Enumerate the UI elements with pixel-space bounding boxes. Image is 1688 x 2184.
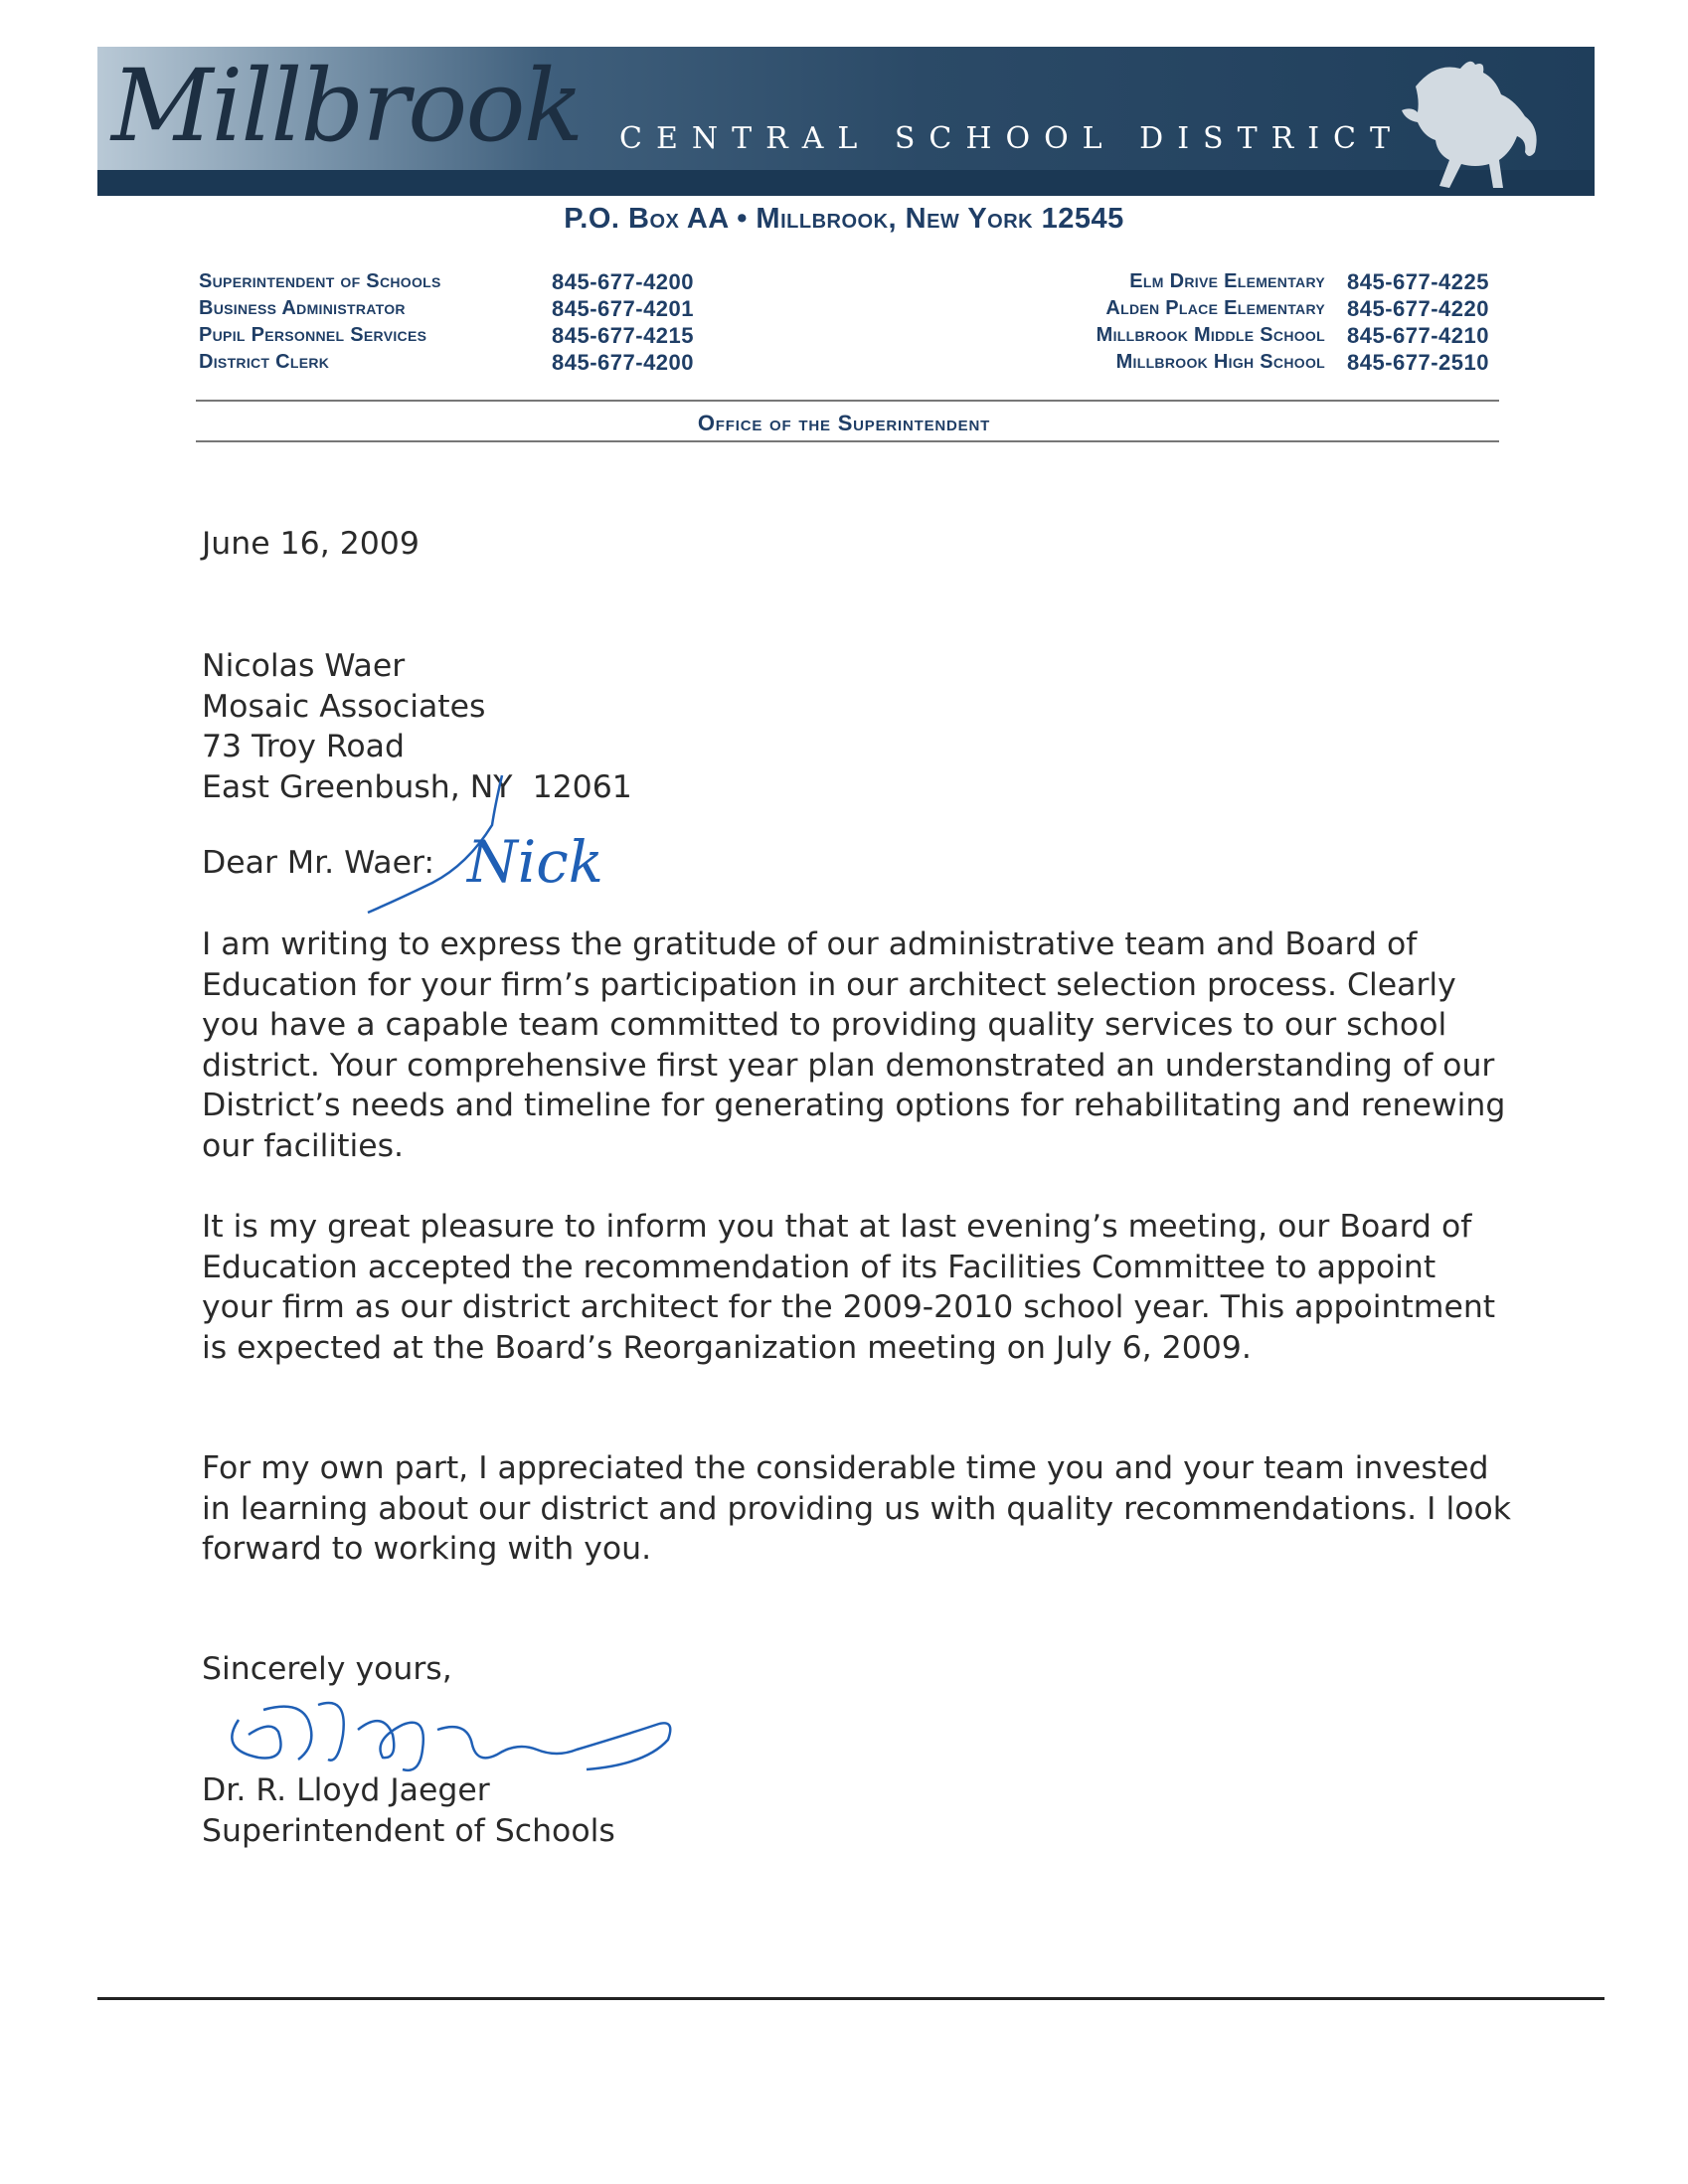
contact-phone: 845-677-4200 [552,349,695,375]
footer-rule [97,1997,1604,2000]
contact-label: Business Administrator [199,297,406,319]
logo-script: Millbrook [111,48,583,164]
district-address: P.O. Box AA • Millbrook, New York 12545 [564,203,1124,235]
contact-row [199,349,694,376]
contact-row [199,295,694,322]
contact-label: Pupil Personnel Services [199,324,427,346]
contact-row [952,268,1489,295]
contact-label: Superintendent of Schools [199,270,441,292]
contact-label: District Clerk [199,351,330,373]
salutation: Dear Mr. Waer: [202,845,434,881]
contact-phone: 845-677-4200 [552,268,695,294]
letter-paragraph: It is my great pleasure to inform you that at last evening’s meeting, our Board of Education accepted the recommendation of its Facilities Committee to appoint your firm as our district architect for the 2009-2010 school year. This appointment is expected at the Board’s Reorganization meeting on July 6, 2009. [202,1209,1496,1366]
letter-paragraph: I am writing to express the gratitude of our administrative team and Board of Education for your firm’s participation in our architect selection process. Clearly you have a capable team committed to providing quality services to our school district. Your comprehensive first year plan demonstrated an understanding of our District’s needs and timeline for generating options for rehabilitating and renewing our facilities. [202,926,1506,1164]
horse-logo-icon [1376,57,1555,196]
signer-title: Superintendent of Schools [202,1812,615,1849]
signer-block [202,1770,1514,1851]
closing: Sincerely yours, [202,1651,452,1687]
divider-top [196,400,1499,402]
contact-row [199,268,694,295]
banner-strip [97,170,1595,196]
recipient-name: Nicolas Waer [202,648,406,684]
signer-name: Dr. R. Lloyd Jaeger [202,1772,490,1808]
contact-row [952,295,1489,322]
contact-label: Elm Drive Elementary [1129,270,1325,292]
contact-row [199,322,694,349]
contacts-right [952,268,1489,376]
recipient-city: East Greenbush, NY 12061 [202,768,632,805]
contact-phone: 845-677-4225 [1346,268,1489,294]
contact-label: Millbrook High School [1115,351,1325,373]
contact-phone: 845-677-4220 [1346,295,1489,321]
letter-date: June 16, 2009 [202,526,420,562]
contact-phone: 845-677-2510 [1346,349,1489,375]
contact-label: Alden Place Elementary [1105,297,1325,319]
letterhead-banner [97,47,1595,196]
letter-paragraph: For my own part, I appreciated the considerable time you and your team invested in learning about our district and providing us with quality recommendations. I look forward to working with you. [202,1450,1512,1567]
office-title: Office of the Superintendent [697,411,991,435]
contact-label: Millbrook Middle School [1096,324,1325,346]
divider-bottom [196,440,1499,442]
district-name: CENTRAL SCHOOL DISTRICT [619,121,1405,156]
contact-phone: 845-677-4201 [552,295,695,321]
contacts-left [199,268,694,376]
recipient-street: 73 Troy Road [202,729,405,764]
recipient-company: Mosaic Associates [202,688,486,725]
contact-phone: 845-677-4215 [552,322,695,348]
handwritten-name: Nick [467,828,603,896]
contact-row [952,322,1489,349]
contact-phone: 845-677-4210 [1346,322,1489,348]
contact-row [952,349,1489,376]
